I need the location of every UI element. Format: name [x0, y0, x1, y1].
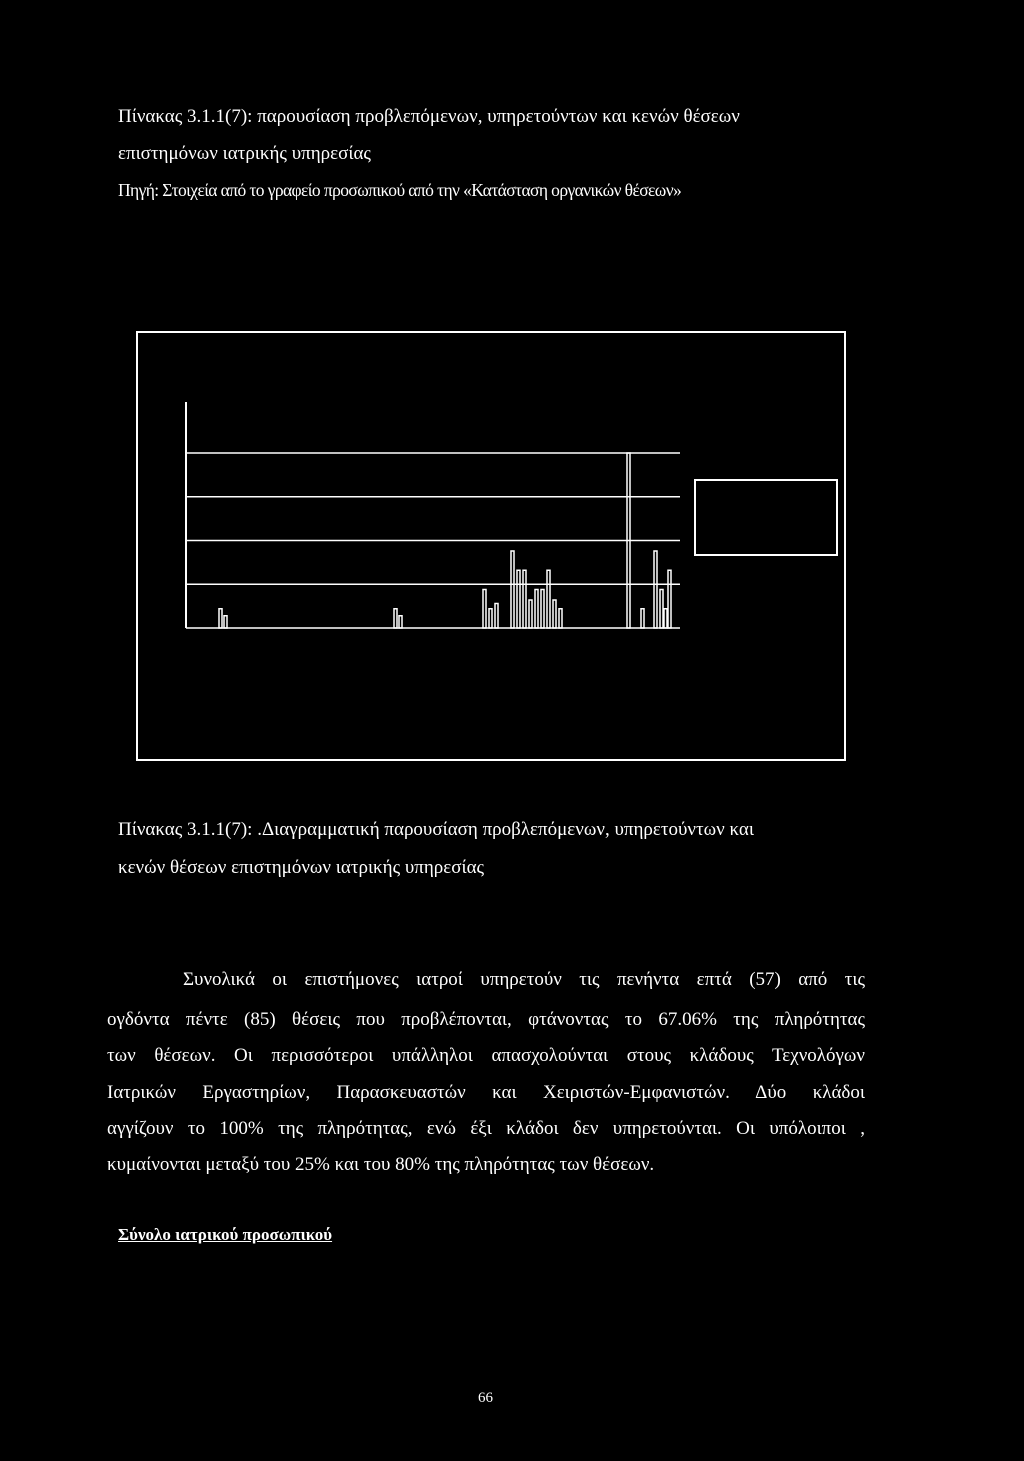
chart-caption-line2: κενών θέσεων επιστημόνων ιατρικής υπηρεσίας [118, 857, 485, 878]
chart-bar [495, 604, 498, 629]
chart-bar [529, 600, 532, 628]
paragraph-line-4: Ιατρικών Εργαστηρίων, Παρασκευαστών και Χειριστών-Εμφανιστών. Δύο κλάδοι [107, 1082, 865, 1103]
page-number: 66 [478, 1390, 493, 1406]
chart-bar [535, 590, 538, 629]
chart-bar [668, 570, 671, 628]
paragraph-line-2: ογδόντα πέντε (85) θέσεις που προβλέπονται, φτάνοντας το 67.06% της πληρότητας [107, 1009, 865, 1030]
chart-bar [483, 590, 486, 629]
chart-bar [219, 609, 222, 628]
chart-bar [553, 600, 556, 628]
chart-bar [541, 590, 544, 629]
chart-bar [547, 570, 550, 628]
gridlines [186, 453, 680, 628]
chart-frame [137, 332, 845, 760]
chart-bar [559, 609, 562, 628]
chart-bar [517, 570, 520, 628]
chart-bar [654, 551, 657, 628]
chart-caption-line1: Πίνακας 3.1.1(7): .Διαγραμματική παρουσίαση προβλεπόμενων, υπηρετούντων και [118, 819, 754, 840]
paragraph-line-6: κυμαίνονται μεταξύ του 25% και του 80% της πληρότητας των θέσεων. [107, 1154, 655, 1175]
legend-box [695, 480, 837, 555]
paragraph-line-3: των θέσεων. Οι περισσότεροι υπάλληλοι απασχολούνται στους κλάδους Τεχνολόγων [107, 1045, 865, 1066]
chart-bar [399, 616, 402, 628]
chart-bar [523, 570, 526, 628]
chart-bar [627, 453, 630, 628]
paragraph-line-1: Συνολικά οι επιστήμονες ιατροί υπηρετούν τις πενήντα επτά (57) από τις [183, 969, 865, 990]
chart-bar [489, 609, 492, 628]
chart-bar [224, 616, 227, 628]
section-heading: Σύνολο ιατρικού προσωπικού [118, 1225, 333, 1244]
figure-title-line2: επιστημόνων ιατρικής υπηρεσίας [118, 143, 371, 164]
chart-bar [664, 609, 667, 628]
chart-bar [660, 590, 663, 629]
paragraph-line-5: αγγίζουν το 100% της πληρότητας, ενώ έξι κλάδοι δεν υπηρετούνται. Οι υπόλοιποι , [107, 1118, 865, 1139]
chart-bar [641, 609, 644, 628]
chart-bar [394, 609, 397, 628]
figure-source: Πηγή: Στοιχεία από το γραφείο προσωπικού από την «Κατάσταση οργανικών θέσεων» [118, 180, 682, 200]
figure-title-line1: Πίνακας 3.1.1(7): παρουσίαση προβλεπόμενων, υπηρετούντων και κενών θέσεων [118, 106, 740, 127]
bars [219, 453, 671, 628]
chart-bar [511, 551, 514, 628]
